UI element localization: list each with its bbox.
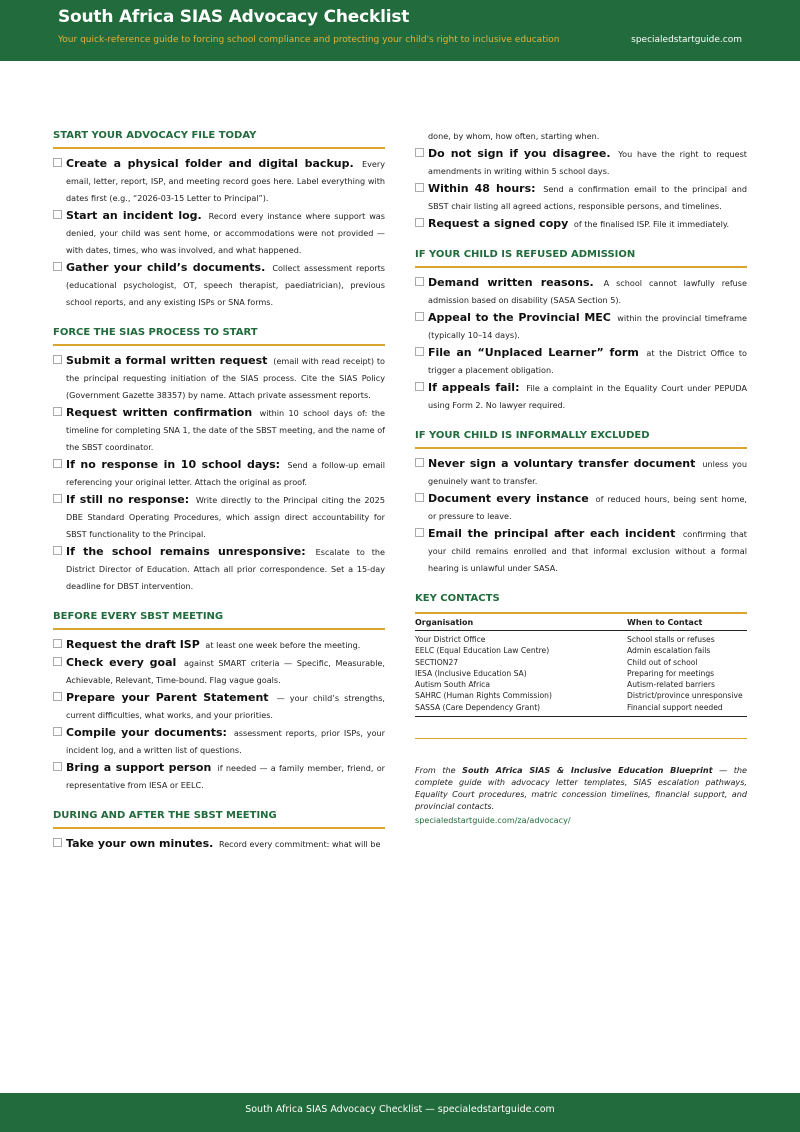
page-subtitle: Your quick-reference guide to forcing school compliance and protecting your child's right to inclusive education: [58, 35, 560, 45]
item-text: Record every commitment: what will be: [218, 839, 381, 849]
organisation-cell: SASSA (Care Dependency Grant): [415, 702, 627, 717]
item-text: unless you genuinely want to transfer.: [428, 459, 748, 486]
item-lead: Request written confirmation: [66, 406, 253, 419]
section-heading: IF YOUR CHILD IS REFUSED ADMISSION: [415, 243, 747, 268]
checklist-item: [53, 654, 385, 689]
checkbox-icon[interactable]: [415, 382, 424, 391]
contacts-table: [415, 612, 747, 717]
item-text: A school cannot lawfully refuse admission based on disability (SASA Section 5).: [428, 278, 747, 305]
checklist-item: [53, 456, 385, 491]
item-text: File a complaint in the Equality Court under PEPUDA using Form 2. No lawyer required.: [428, 383, 747, 410]
checklist-item: [53, 404, 385, 456]
item-lead: Gather your child’s documents.: [66, 261, 266, 274]
item-lead: Check every goal: [66, 656, 177, 669]
checklist-item: [415, 525, 747, 577]
organisation-cell: SECTION27: [415, 657, 459, 667]
item-text: at the District Office to trigger a placement obligation.: [428, 348, 748, 375]
checkbox-icon[interactable]: [53, 639, 62, 648]
checkbox-icon[interactable]: [53, 355, 62, 364]
checklist-item: [53, 543, 385, 595]
section-spacer: [53, 311, 385, 321]
right-sections: [415, 233, 747, 577]
when-cell: Financial support needed: [627, 702, 747, 717]
checklist-item: [53, 352, 385, 404]
item-text: Send a follow-up email referencing your original letter. Attach the original as proof.: [66, 460, 386, 487]
organisation-cell: IESA (Inclusive Education SA): [415, 668, 527, 678]
item-text: Every email, letter, report, ISP, and meeting record goes here. Label everything with dates first (e.g., “2026-03-15 Letter to Principal”).: [66, 159, 385, 203]
item-text: Record every instance where support was denied, your child was sent home, or accommodations were not provided — with dates, times, who was involved, and what happened.: [66, 211, 385, 255]
section-heading: FORCE THE SIAS PROCESS TO START: [53, 321, 385, 346]
checklist-items: [53, 155, 385, 311]
checkbox-icon[interactable]: [53, 762, 62, 771]
item-lead: Request a signed copy: [428, 217, 569, 230]
checklist-item: [53, 636, 385, 654]
checkbox-icon[interactable]: [53, 546, 62, 555]
item-text: Collect assessment reports (educational psychologist, OT, speech therapist, paediatrician), previous school reports, and any existing ISPs or SNA forms.: [66, 263, 385, 307]
contacts-col-when: When to Contact: [627, 613, 747, 631]
checklist-item: [415, 455, 747, 490]
section: [415, 424, 747, 577]
item-text: within the provincial timeframe (typically 10–14 days).: [428, 313, 748, 340]
when-cell: School stalls or refuses: [627, 635, 715, 644]
item-lead: Appeal to the Provincial MEC: [428, 311, 611, 324]
continuation-text: done, by whom, how often, starting when.: [428, 131, 600, 141]
contacts-header-row: [415, 613, 747, 631]
section: [415, 243, 747, 414]
credit-link[interactable]: specialedstartguide.com/za/advocacy/: [415, 815, 571, 826]
checkbox-icon[interactable]: [415, 312, 424, 321]
checkbox-icon[interactable]: [415, 347, 424, 356]
checklist-item: [53, 759, 385, 794]
checklist-item: [53, 689, 385, 724]
checklist-item: [415, 309, 747, 344]
checklist-item: [53, 155, 385, 207]
continued-checklist: [415, 128, 747, 145]
checkbox-icon[interactable]: [53, 158, 62, 167]
item-lead: Take your own minutes.: [66, 837, 214, 850]
checklist-item: [53, 724, 385, 759]
item-lead: File an “Unplaced Learner” form: [428, 346, 639, 359]
section-spacer: [415, 414, 747, 424]
checkbox-icon[interactable]: [415, 528, 424, 537]
item-text: You have the right to request amendments in writing within 5 school days.: [428, 149, 747, 176]
checkbox-icon[interactable]: [53, 727, 62, 736]
when-cell: District/province unresponsive: [627, 691, 743, 701]
credit-title: South Africa SIAS & Inclusive Education Blueprint: [462, 765, 713, 776]
item-text: assessment reports, prior ISPs, your incident log, and a written list of questions.: [66, 728, 385, 755]
item-text: at least one week before the meeting.: [205, 640, 361, 650]
checkbox-icon[interactable]: [53, 657, 62, 666]
checkbox-icon[interactable]: [53, 838, 62, 847]
item-lead: Start an incident log.: [66, 209, 202, 222]
checkbox-icon[interactable]: [415, 218, 424, 227]
checklist-items: [415, 145, 747, 233]
item-text: confirming that your child remains enrolled and that informal exclusion without a formal hearing is unlawful under SASA.: [428, 529, 747, 573]
header-site-link[interactable]: specialedstartguide.com: [631, 35, 742, 45]
item-lead: Within 48 hours:: [428, 182, 536, 195]
section-heading: DURING AND AFTER THE SBST MEETING: [53, 804, 385, 829]
right-column: [415, 124, 747, 825]
page-footer: South Africa SIAS Advocacy Checklist — specialedstartguide.com: [0, 1093, 800, 1132]
checklist-item: [415, 344, 747, 379]
checklist-item: [415, 145, 747, 180]
item-lead: Bring a support person: [66, 761, 212, 774]
item-lead: Demand written reasons.: [428, 276, 594, 289]
checkbox-icon[interactable]: [53, 494, 62, 503]
checkbox-icon[interactable]: [415, 493, 424, 502]
section-heading: START YOUR ADVOCACY FILE TODAY: [53, 124, 385, 149]
item-lead: If no response in 10 school days:: [66, 458, 281, 471]
item-lead: If the school remains unresponsive:: [66, 545, 306, 558]
checkbox-icon[interactable]: [53, 692, 62, 701]
checkbox-icon[interactable]: [415, 183, 424, 192]
section-heading: BEFORE EVERY SBST MEETING: [53, 605, 385, 630]
contacts-row: [415, 679, 747, 690]
section-spacer: [415, 233, 747, 243]
item-text: of the finalised ISP. File it immediately.: [573, 219, 730, 229]
checkbox-icon[interactable]: [415, 277, 424, 286]
checkbox-icon[interactable]: [53, 459, 62, 468]
when-cell: Autism-related barriers: [627, 680, 715, 690]
checklist-item: [53, 207, 385, 259]
item-lead: If appeals fail:: [428, 381, 520, 394]
item-lead: Prepare your Parent Statement: [66, 691, 269, 704]
item-text: Escalate to the District Director of Education. Attach all prior correspondence. Set a 15-day deadline for DBST intervention.: [66, 547, 386, 591]
checklist-item: [415, 379, 747, 414]
item-text: — your child’s strengths, current difficulties, what works, and your priorities.: [66, 693, 385, 720]
organisation-cell: Autism South Africa: [415, 680, 491, 690]
item-lead: Request the draft ISP: [66, 638, 200, 651]
item-text: of reduced hours, being sent home, or pressure to leave.: [428, 494, 747, 521]
checklist-item: [415, 274, 747, 309]
contacts-body: [415, 631, 747, 717]
item-lead: Email the principal after each incident: [428, 527, 676, 540]
contacts-row: [415, 657, 747, 668]
item-lead: Create a physical folder and digital backup.: [66, 157, 354, 170]
when-cell: Admin escalation fails: [627, 646, 711, 656]
checklist-item: [415, 215, 747, 233]
item-lead: Do not sign if you disagree.: [428, 147, 611, 160]
item-lead: Never sign a voluntary transfer document: [428, 457, 696, 470]
page-title: South Africa SIAS Advocacy Checklist: [58, 7, 410, 27]
credit-text: [415, 764, 747, 812]
continued-item-text: [415, 128, 747, 145]
item-text: within 10 school days of: the timeline for completing SNA 1, the date of the SBST meeting, and the name of the SBST coordinator.: [66, 408, 385, 452]
item-text: Send a confirmation email to the principal and SBST chair listing all agreed actions, responsible persons, and timelines.: [428, 184, 747, 211]
organisation-cell: Your District Office: [415, 635, 486, 644]
contacts-row: [415, 690, 747, 701]
item-text: (email with read receipt) to the principal requesting initiation of the SIAS process. Cite the SIAS Policy (Government Gazette 38357) by name. Attach private assessment reports.: [66, 356, 385, 400]
credit-prefix: From the: [415, 765, 463, 776]
item-lead: If still no response:: [66, 493, 190, 506]
organisation-cell: SAHRC (Human Rights Commission): [415, 691, 552, 701]
checkbox-icon[interactable]: [53, 210, 62, 219]
checkbox-icon[interactable]: [415, 148, 424, 157]
item-text: if needed — a family member, friend, or representative from IESA or EELC.: [66, 763, 386, 790]
credit-suffix: — the complete guide with advocacy letter templates, SIAS escalation pathways, Equality Court procedures, matric concession timelines, financial support, and provincial contacts.: [415, 765, 747, 812]
item-text: against SMART criteria — Specific, Measurable, Achievable, Relevant, Time-bound. Flag vague goals.: [66, 658, 385, 685]
left-column: [53, 124, 385, 853]
checklist-items: [53, 636, 385, 794]
checklist-items: [415, 274, 747, 414]
when-cell: Preparing for meetings: [627, 668, 715, 678]
item-lead: Submit a formal written request: [66, 354, 268, 367]
section-heading: IF YOUR CHILD IS INFORMALLY EXCLUDED: [415, 424, 747, 449]
checklist-item: [415, 490, 747, 525]
checklist-item: [53, 835, 385, 853]
checklist-items: [53, 835, 385, 853]
item-lead: Document every instance: [428, 492, 589, 505]
checklist-item: [53, 491, 385, 543]
item-text: Write directly to the Principal citing the 2025 DBE Standard Operating Procedures, which assign direct accountability for SBST functionality to the Principal.: [66, 495, 385, 539]
checklist-item: [53, 259, 385, 311]
organisation-cell: EELC (Equal Education Law Centre): [415, 646, 550, 656]
checklist-item: [415, 180, 747, 215]
item-lead: Compile your documents:: [66, 726, 227, 739]
section-spacer: [53, 794, 385, 804]
contacts-heading: KEY CONTACTS: [415, 593, 500, 604]
section-spacer: [53, 595, 385, 605]
contacts-row: [415, 645, 747, 656]
contacts-row: [415, 702, 747, 717]
checkbox-icon[interactable]: [53, 262, 62, 271]
divider: [415, 738, 747, 739]
page-header: [0, 0, 800, 61]
checklist-items: [415, 455, 747, 577]
checkbox-icon[interactable]: [415, 458, 424, 467]
contacts-col-organisation: Organisation: [415, 613, 627, 631]
contacts-row: [415, 631, 747, 646]
checkbox-icon[interactable]: [53, 407, 62, 416]
checklist-items: [53, 352, 385, 595]
contacts-row: [415, 668, 747, 679]
when-cell: Child out of school: [627, 657, 698, 667]
